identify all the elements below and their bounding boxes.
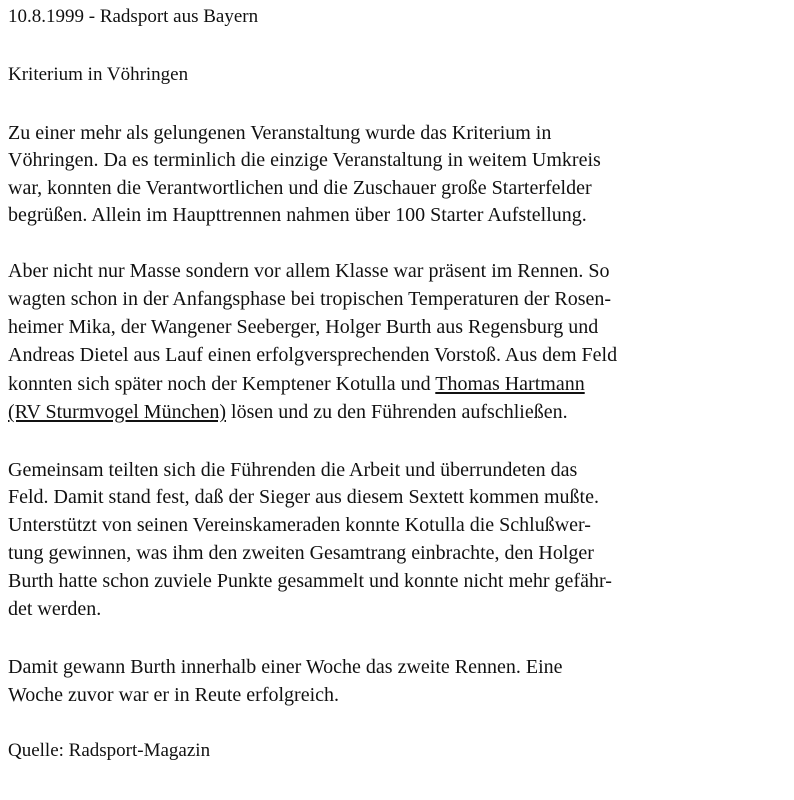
paragraph-2-line <box>8 373 585 395</box>
link-rv-sturmvogel[interactable]: (RV Sturmvogel München) <box>8 401 227 423</box>
paragraph-1-line: Vöhringen. Da es terminlich die einzige Veranstaltung in weitem Umkreis <box>8 149 601 171</box>
paragraph-3-line: Burth hatte schon zuviele Punkte gesammelt und konnte nicht mehr gefähr- <box>8 570 612 592</box>
source-line: Quelle: Radsport-Magazin <box>8 740 211 761</box>
paragraph-3-line: Unterstützt von seinen Vereinskameraden konnte Kotulla die Schlußwer- <box>8 514 591 536</box>
paragraph-1-line: Zu einer mehr als gelungenen Veranstaltung wurde das Kriterium in <box>8 122 552 144</box>
paragraph-3-line: Feld. Damit stand fest, daß der Sieger aus diesem Sextett kommen mußte. <box>8 486 599 508</box>
paragraph-2-line: Andreas Dietel aus Lauf einen erfolgversprechenden Vorstoß. Aus dem Feld <box>8 344 618 366</box>
paragraph-2-line: Aber nicht nur Masse sondern vor allem Klasse war präsent im Rennen. So <box>8 260 610 282</box>
paragraph-2-line: heimer Mika, der Wangener Seeberger, Holger Burth aus Regensburg und <box>8 316 599 338</box>
link-thomas-hartmann[interactable]: Thomas Hartmann <box>435 373 585 395</box>
paragraph-2-line <box>8 401 568 423</box>
paragraph-4-line: Woche zuvor war er in Reute erfolgreich. <box>8 684 340 706</box>
paragraph-3-line: Gemeinsam teilten sich die Führenden die Arbeit und überrundeten das <box>8 459 578 481</box>
paragraph-1-line: war, konnten die Verantwortlichen und die Zuschauer große Starterfelder <box>8 177 592 199</box>
paragraph-3-line: tung gewinnen, was ihm den zweiten Gesamtrang einbrachte, den Holger <box>8 542 594 564</box>
paragraph-2-line: wagten schon in der Anfangsphase bei tropischen Temperaturen der Rosen- <box>8 288 612 310</box>
paragraph-2-text: lösen und zu den Führenden aufschließen. <box>226 401 568 423</box>
paragraph-4-line: Damit gewann Burth innerhalb einer Woche das zweite Rennen. Eine <box>8 656 563 678</box>
paragraph-2-text: konnten sich später noch der Kemptener Kotulla und <box>8 373 436 395</box>
paragraph-3-line: det werden. <box>8 598 102 620</box>
article-title: Kriterium in Vöhringen <box>8 64 189 85</box>
paragraph-1-line: begrüßen. Allein im Haupttrennen nahmen über 100 Starter Aufstellung. <box>8 204 587 226</box>
dateline: 10.8.1999 - Radsport aus Bayern <box>8 6 259 27</box>
